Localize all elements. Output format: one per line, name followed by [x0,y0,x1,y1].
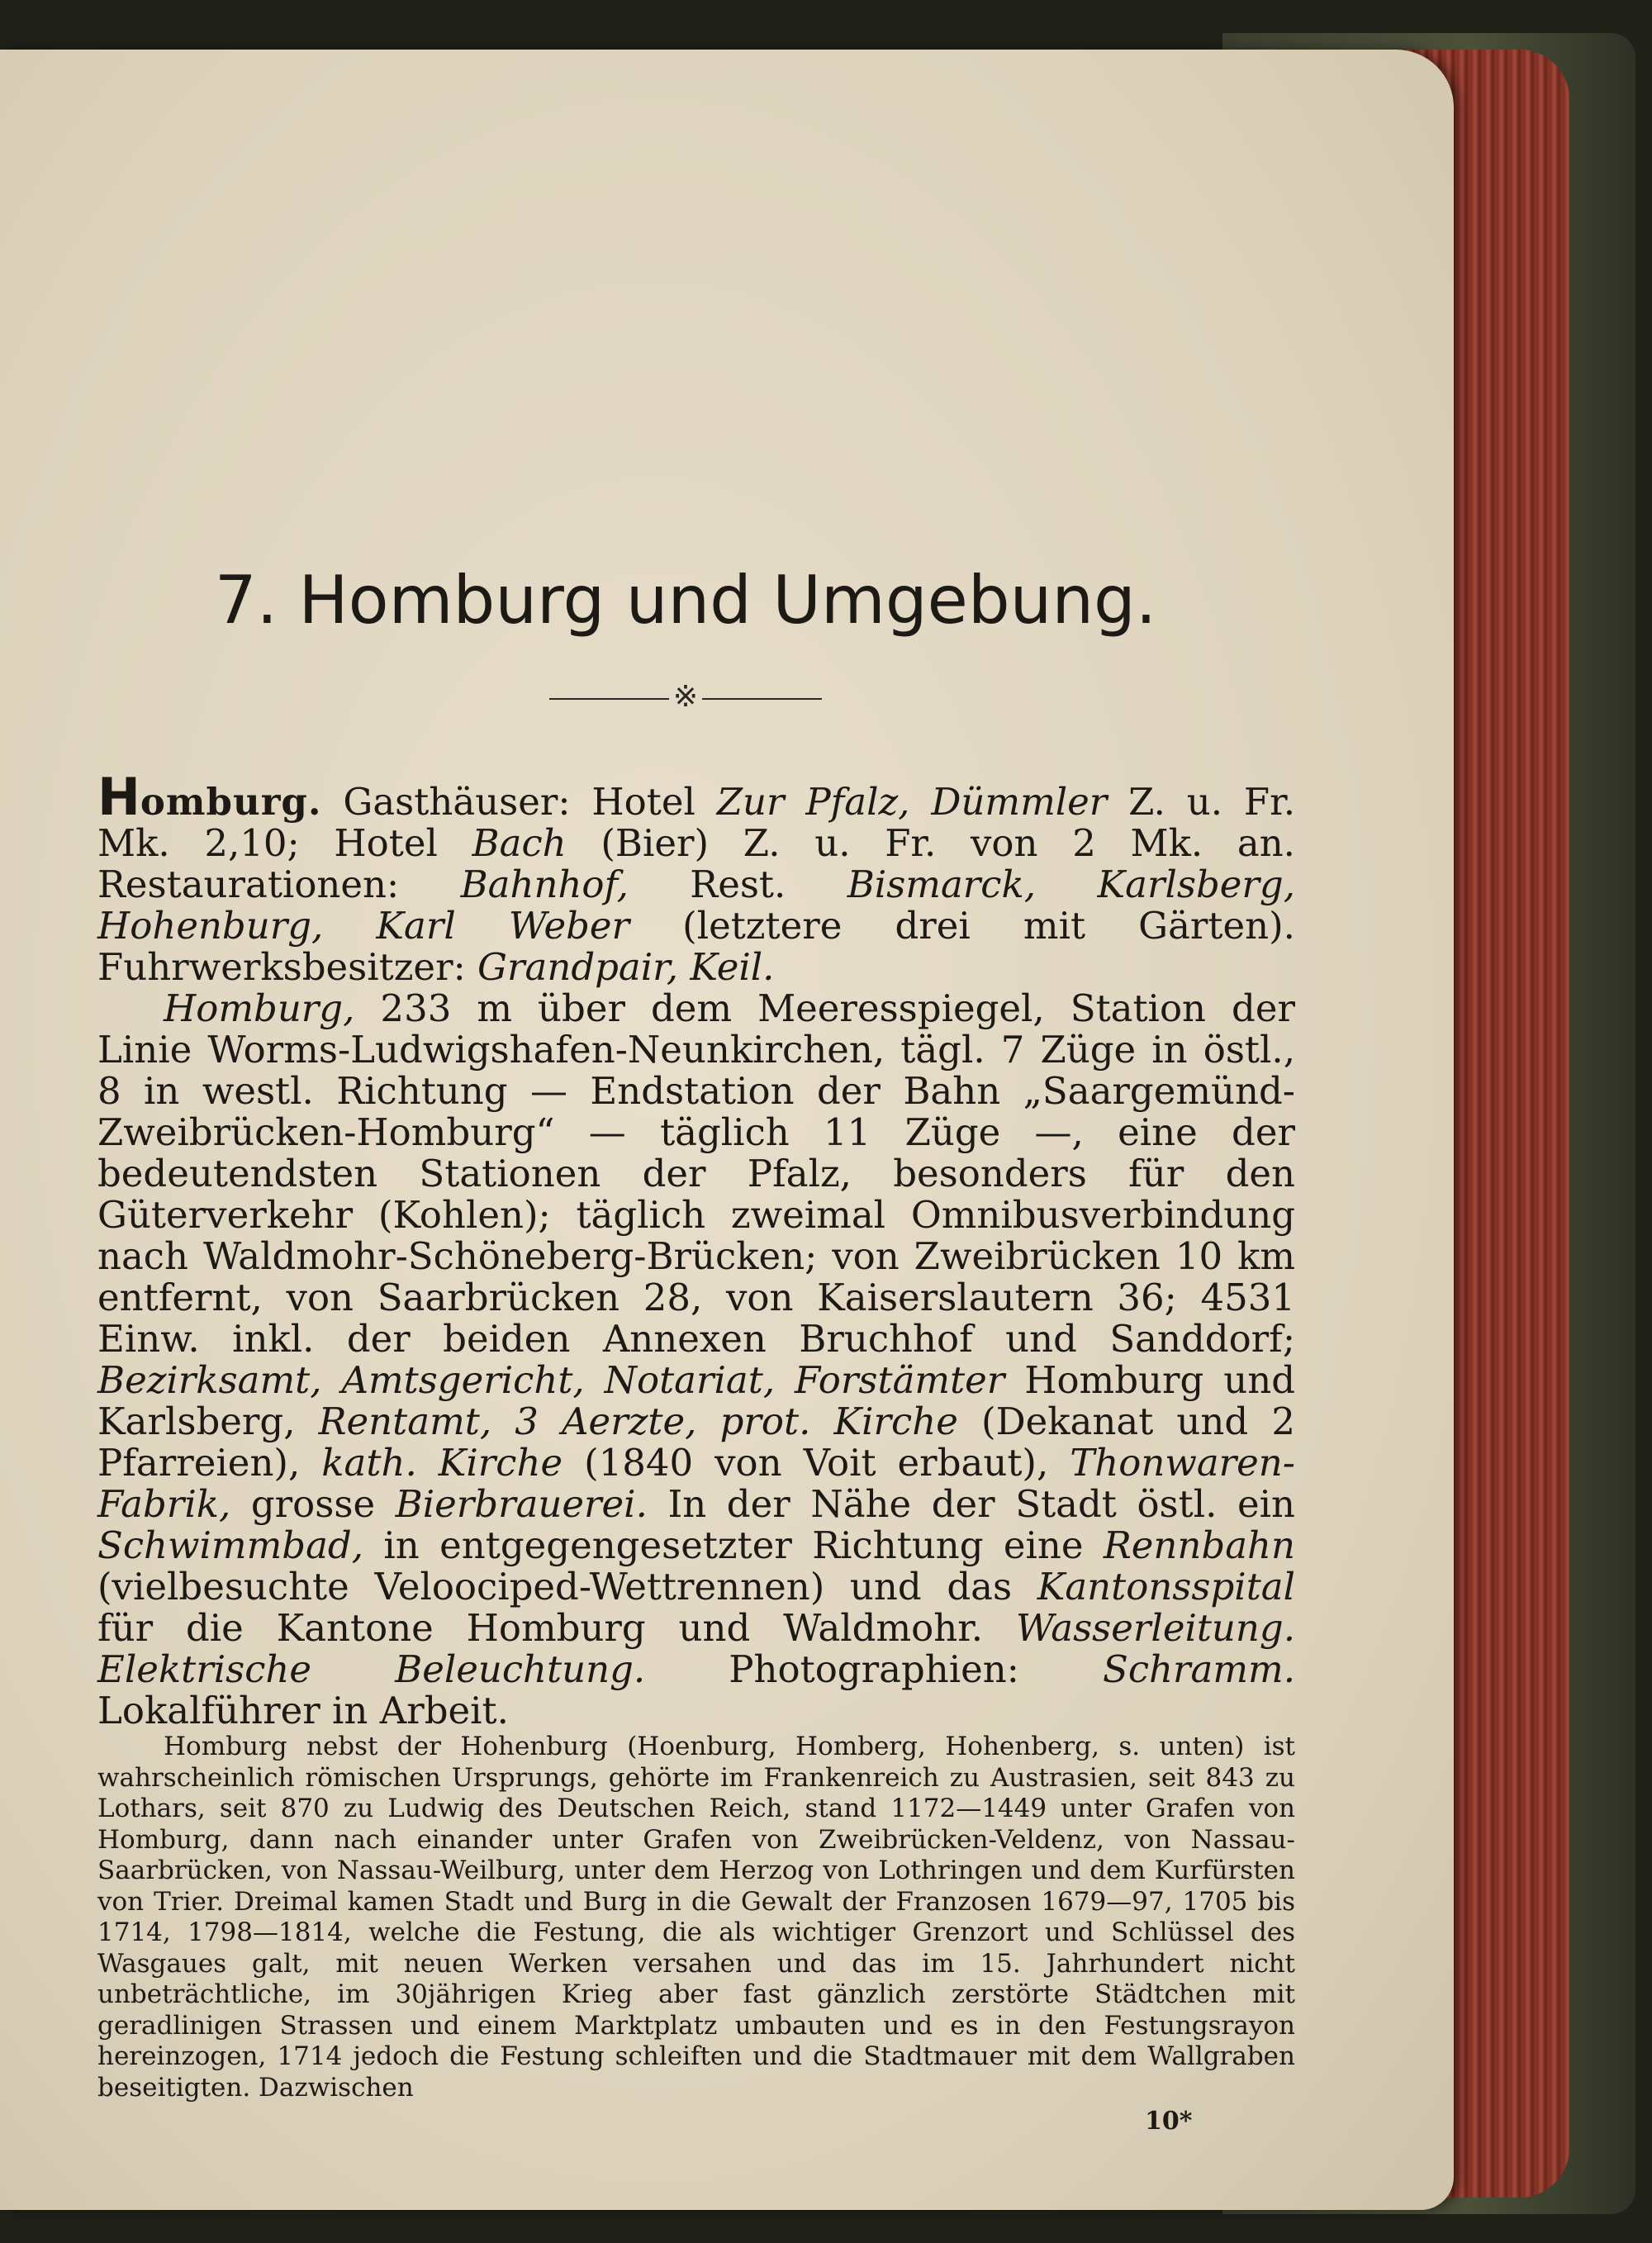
entry-italic: Bahnhof, [460,863,629,906]
entry-text: Rest. [628,863,847,906]
desc-italic: Homburg, [164,986,355,1030]
desc-text: 233 m über dem Meeresspiegel, Station der Linie Worms-Ludwigshafen-Neunkirchen, tägl. 7 Züge in östl., 8 in westl. Richtung — Endstation der Bahn „Saargemünd-Zweibrücken-Homburg“ — täglich 11 Züge —, eine der bedeutendsten Stationen der Pfalz, besonders für den Güterverkehr (Kohlen); täglich zweimal Omnibusverbindung nach Waldmohr-Schöneberg-Brücken; von Zweibrücken 10 km entfernt, von Saarbrücken 28, von Kaiserslautern 36; 4531 Einw. inkl. der beiden Annexen Bruchhof und Sanddorf; [97,986,1295,1361]
desc-text: (vielbesuchte Veloociped-Wettrennen) und das [97,1565,1037,1609]
desc-text: für die Kantone Homburg und Waldmohr. [97,1606,1016,1650]
entry-italic: Bach [472,821,567,865]
desc-italic: Schramm. [1103,1647,1295,1691]
desc-text: Lokalführer in Arbeit. [97,1689,509,1732]
chapter-title: 7. Homburg und Umgebung. [214,562,1157,639]
page-number: 10* [1145,2107,1193,2136]
entry-italic: Zur Pfalz, Dümmler [716,780,1108,824]
entry-text: (letztere drei mit Gärten). Fuhrwerksbesitzer: [97,904,1295,989]
entry-heading: omburg. [140,780,322,824]
desc-italic: Wasserleitung. Elektrische Beleuchtung. [97,1606,1295,1691]
book-page [0,50,1454,2210]
entry-italic: Bismarck, Karlsberg, Hohenburg, Karl Weber [97,863,1295,948]
ornament-glyph: ※ [672,680,699,714]
history-paragraph: Homburg nebst der Hohenburg (Hoenburg, Homberg, Hohenberg, s. unten) ist wahrscheinlich römischen Ursprungs, gehörte im Frankenreich zu Austrasien, seit 843 zu Lothars, seit 870 zu Ludwig des Deutschen Reich, stand 1172—1449 unter Grafen von Homburg, dann nach einander unter Grafen von Zweibrücken-Veldenz, von Nassau-Saarbrücken, von Nassau-Weilburg, unter dem Herzog von Lothringen und dem Kurfürsten von Trier. Dreimal kamen Stadt und Burg in die Gewalt der Franzosen 1679—97, 1705 bis 1714, 1798—1814, welche die Festung, die als wichtiger Grenzort und Schlüssel des Wasgaues galt, mit neuen Werken versahen und das im 15. Jahrhundert nicht unbeträchtliche, im 30jährigen Krieg aber fast gänzlich zerstörte Städtchen mit geradlinigen Strassen und einem Marktplatz umbauten und es in den Festungsrayon hereinzogen, 1714 jedoch die Festung schleiften und die Stadtmauer mit dem Wallgraben beseitigten. Dazwischen [97,1732,1295,2103]
entry-text: (Bier) Z. u. Fr. von 2 Mk. an. Restaurationen: [97,821,1295,906]
desc-italic: Bierbrauerei. [395,1482,648,1526]
desc-text: (Dekanat und 2 Pfarreien), [97,1399,1295,1485]
desc-italic: kath. Kirche [321,1441,563,1485]
ornament-rule-right [702,698,822,700]
drop-cap: H [97,767,140,827]
desc-italic: Kantonsspital [1037,1565,1295,1609]
description-paragraph [97,988,1295,1732]
desc-italic: Rentamt, 3 Aerzte, prot. Kirche [318,1399,958,1443]
desc-text: grosse [230,1482,396,1526]
desc-text: In der Nähe der Stadt östl. ein [647,1482,1295,1526]
entry-text: Z. u. Fr. Mk. 2,10; Hotel [97,780,1296,865]
entry-italic: Grandpair, Keil. [477,945,775,989]
entry-paragraph [97,767,1296,989]
entry-text: Gasthäuser: Hotel [321,780,717,824]
title-ornament [549,680,822,714]
desc-text: (1840 von Voit erbaut), [563,1441,1070,1485]
desc-text: Homburg und Karlsberg, [97,1358,1296,1443]
ornament-rule-left [549,698,669,700]
desc-text: Photographien: [645,1647,1103,1691]
desc-italic: Thonwaren-Fabrik, [97,1441,1295,1526]
page-body [97,767,1296,2103]
desc-italic: Bezirksamt, Amtsgericht, Notariat, Forstämter [97,1358,1005,1402]
desc-text: in entgegengesetzter Richtung eine [363,1523,1104,1567]
desc-italic: Schwimmbad, [97,1523,364,1567]
desc-italic: Rennbahn [1103,1523,1295,1567]
